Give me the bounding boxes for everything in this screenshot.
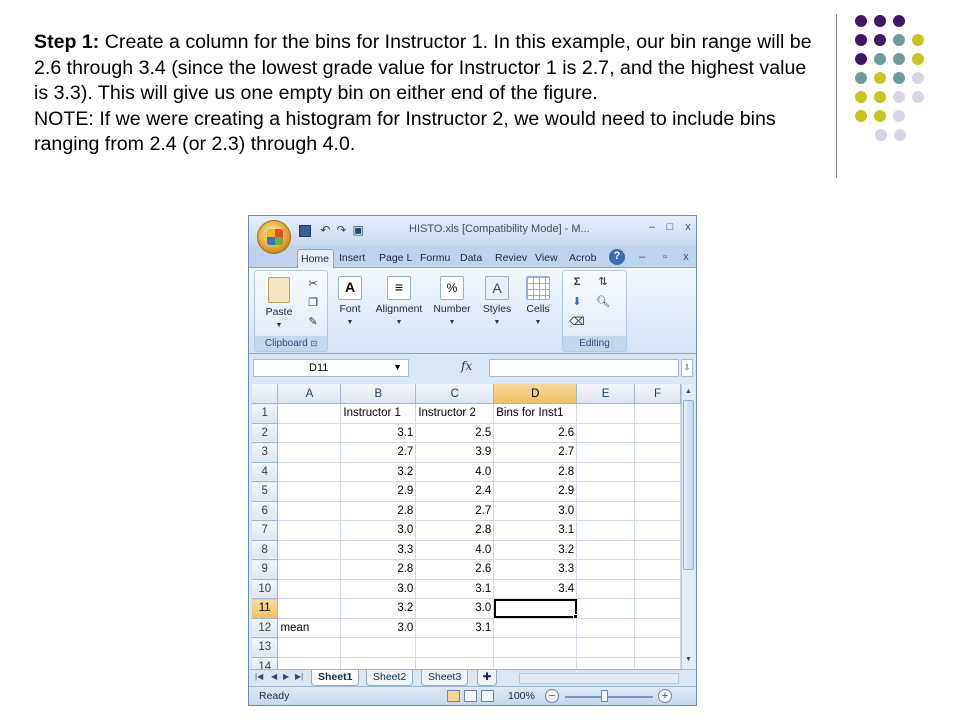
clear-icon[interactable]: ⌫ bbox=[569, 316, 585, 328]
open-folder-icon[interactable]: ▣ bbox=[352, 223, 370, 237]
zoom-out-icon[interactable]: − bbox=[545, 689, 559, 703]
column-header-a[interactable]: A bbox=[278, 384, 341, 404]
font-icon: A bbox=[338, 276, 362, 300]
name-box-dropdown-icon[interactable]: ▼ bbox=[393, 362, 402, 372]
alignment-button[interactable]: ≡ Alignment ▼ bbox=[373, 276, 425, 327]
zoom-level[interactable]: 100% bbox=[508, 690, 535, 702]
decor-dot-teal bbox=[893, 53, 905, 65]
insert-function-icon[interactable]: fx bbox=[461, 359, 473, 373]
cell-a14[interactable] bbox=[278, 657, 341, 669]
cell-a6[interactable] bbox=[278, 501, 341, 521]
table-row bbox=[252, 501, 681, 521]
cell-f12[interactable] bbox=[635, 618, 681, 638]
autosum-icon[interactable]: Σ bbox=[573, 276, 581, 288]
ribbon bbox=[249, 268, 696, 354]
cell-d3[interactable]: 2.7 bbox=[494, 443, 577, 463]
cell-c7[interactable]: 2.8 bbox=[416, 521, 494, 541]
decor-dot-purple bbox=[855, 34, 867, 46]
cell-b11[interactable]: 3.2 bbox=[341, 599, 416, 619]
office-logo-icon bbox=[267, 229, 283, 245]
table-row bbox=[252, 462, 681, 482]
cell-c13[interactable] bbox=[416, 638, 494, 658]
decor-dot-purple bbox=[855, 15, 867, 27]
cell-a3[interactable] bbox=[278, 443, 341, 463]
step-paragraph bbox=[34, 30, 824, 107]
table-row bbox=[252, 443, 681, 463]
cell-e8[interactable] bbox=[577, 540, 635, 560]
cell-e7[interactable] bbox=[577, 521, 635, 541]
cell-f11[interactable] bbox=[635, 599, 681, 619]
note-paragraph: NOTE: If we were creating a histogram for Instructor 2, we would need to include bins ranging from 2.4 (or 2.3) through 4.0. bbox=[34, 107, 776, 155]
editing-group-label: Editing bbox=[563, 336, 626, 351]
cell-e3[interactable] bbox=[577, 443, 635, 463]
cell-b12[interactable]: 3.0 bbox=[341, 618, 416, 638]
paste-label: Paste bbox=[265, 306, 293, 318]
cell-e10[interactable] bbox=[577, 579, 635, 599]
slide-text-block bbox=[34, 30, 824, 158]
styles-icon: A bbox=[485, 276, 509, 300]
restore-button[interactable]: □ bbox=[666, 221, 674, 233]
cell-d1[interactable]: Bins for Inst1 bbox=[494, 404, 577, 424]
close-button[interactable]: x bbox=[685, 221, 691, 233]
cell-e14[interactable] bbox=[577, 657, 635, 669]
editing-group bbox=[562, 270, 627, 352]
decor-dot-teal bbox=[893, 34, 905, 46]
cell-e5[interactable] bbox=[577, 482, 635, 502]
decor-dot-lime bbox=[912, 53, 924, 65]
cells-label: Cells bbox=[526, 303, 550, 315]
cell-e1[interactable] bbox=[577, 404, 635, 424]
styles-button[interactable]: A Styles ▼ bbox=[479, 276, 515, 327]
format-painter-icon[interactable]: ✎ bbox=[308, 316, 318, 328]
sheet-tab-2[interactable]: Sheet2 bbox=[366, 670, 413, 686]
cell-c10[interactable]: 3.1 bbox=[416, 579, 494, 599]
cell-a8[interactable] bbox=[278, 540, 341, 560]
number-label: Number bbox=[433, 303, 471, 315]
decor-dot-lime bbox=[855, 110, 867, 122]
clipboard-group bbox=[254, 270, 328, 352]
step-label: Step 1: bbox=[34, 31, 100, 53]
column-header-b[interactable]: B bbox=[341, 384, 416, 404]
clipboard-group-label bbox=[255, 336, 327, 351]
cell-c3[interactable]: 3.9 bbox=[416, 443, 494, 463]
office-button[interactable] bbox=[257, 220, 291, 254]
table-row bbox=[252, 638, 681, 658]
percent-icon: % bbox=[440, 276, 464, 300]
cell-c6[interactable]: 2.7 bbox=[416, 501, 494, 521]
cell-f2[interactable] bbox=[635, 423, 681, 443]
cell-d6[interactable]: 3.0 bbox=[494, 501, 577, 521]
vertical-scrollbar[interactable] bbox=[681, 384, 695, 669]
cell-f4[interactable] bbox=[635, 462, 681, 482]
decor-dot-lime bbox=[874, 110, 886, 122]
cell-b10[interactable]: 3.0 bbox=[341, 579, 416, 599]
decor-dot-purple bbox=[874, 34, 886, 46]
workbook-close-button[interactable]: x bbox=[683, 251, 689, 263]
cell-f9[interactable] bbox=[635, 560, 681, 580]
cell-c2[interactable]: 2.5 bbox=[416, 423, 494, 443]
decor-dot-teal bbox=[855, 72, 867, 84]
prev-sheet-icon[interactable]: ◀ bbox=[271, 672, 278, 681]
copy-icon[interactable]: ❐ bbox=[308, 297, 318, 309]
step-text: Create a column for the bins for Instructor 1. In this example, our bin range will be 2.6 through 3.4 (since the lowest grade value for Instructor 1 is 2.7, and the highest value is 3.3). This will give us one empty bin on either end of the figure. bbox=[34, 31, 812, 104]
redo-icon[interactable]: ↷ bbox=[336, 223, 353, 237]
normal-view-icon[interactable] bbox=[447, 690, 460, 702]
cell-f14[interactable] bbox=[635, 657, 681, 669]
row-header[interactable]: 14 bbox=[252, 657, 278, 669]
sort-filter-icon[interactable]: ⇅ bbox=[598, 276, 608, 288]
decor-dot-teal bbox=[893, 72, 905, 84]
sheet-tab-bar bbox=[249, 669, 696, 686]
tab-data[interactable]: Data bbox=[460, 252, 483, 264]
sheet-tab-1[interactable]: Sheet1 bbox=[311, 670, 359, 686]
expand-formula-bar-icon[interactable]: ⇩ bbox=[681, 359, 693, 377]
minimize-button[interactable]: – bbox=[648, 221, 656, 233]
tab-acrobat[interactable]: Acrob bbox=[569, 252, 597, 264]
decor-dot-lime bbox=[874, 91, 886, 103]
row-header[interactable]: 7 bbox=[252, 521, 278, 541]
table-row bbox=[252, 423, 681, 443]
cell-c14[interactable] bbox=[416, 657, 494, 669]
decor-dot-lime bbox=[855, 91, 867, 103]
quick-access-toolbar bbox=[299, 223, 370, 237]
decor-dot-purple bbox=[893, 15, 905, 27]
select-all-corner[interactable] bbox=[252, 384, 278, 404]
cell-a7[interactable] bbox=[278, 521, 341, 541]
cell-a4[interactable] bbox=[278, 462, 341, 482]
cell-a9[interactable] bbox=[278, 560, 341, 580]
cell-c4[interactable]: 4.0 bbox=[416, 462, 494, 482]
status-text: Ready bbox=[259, 690, 290, 702]
page-break-view-icon[interactable] bbox=[481, 690, 494, 702]
formula-bar bbox=[249, 354, 696, 382]
cell-d5[interactable]: 2.9 bbox=[494, 482, 577, 502]
tab-page-layout[interactable]: Page L bbox=[379, 252, 413, 264]
cell-e4[interactable] bbox=[577, 462, 635, 482]
cell-e12[interactable] bbox=[577, 618, 635, 638]
column-header-d[interactable]: D bbox=[494, 384, 577, 404]
scroll-up-icon[interactable]: ▲ bbox=[685, 388, 692, 395]
table-row bbox=[252, 404, 681, 424]
scroll-down-icon[interactable]: ▼ bbox=[685, 656, 692, 663]
column-header-row bbox=[252, 384, 681, 404]
row-header[interactable]: 5 bbox=[252, 482, 278, 502]
title-bar bbox=[249, 216, 696, 246]
row-header[interactable]: 4 bbox=[252, 462, 278, 482]
paste-button[interactable]: Paste ▼ bbox=[259, 277, 299, 330]
cells-icon bbox=[526, 276, 550, 300]
table-row bbox=[252, 599, 681, 619]
decor-dot-teal bbox=[874, 53, 886, 65]
sheet-tab-3[interactable]: Sheet3 bbox=[421, 670, 468, 686]
column-header-c[interactable]: C bbox=[416, 384, 494, 404]
page-layout-view-icon[interactable] bbox=[464, 690, 477, 702]
cell-a5[interactable] bbox=[278, 482, 341, 502]
cell-d13[interactable] bbox=[494, 638, 577, 658]
decor-divider-line bbox=[836, 14, 837, 178]
decor-dot-lavender bbox=[894, 129, 906, 141]
table-row bbox=[252, 579, 681, 599]
find-select-icon[interactable]: 🔍︎ bbox=[596, 296, 610, 308]
cell-f13[interactable] bbox=[635, 638, 681, 658]
vertical-scroll-thumb[interactable] bbox=[683, 400, 694, 570]
cell-d2[interactable]: 2.6 bbox=[494, 423, 577, 443]
cell-f5[interactable] bbox=[635, 482, 681, 502]
insert-sheet-icon[interactable]: ✚ bbox=[477, 670, 497, 686]
table-row bbox=[252, 560, 681, 580]
cell-a13[interactable] bbox=[278, 638, 341, 658]
row-header[interactable]: 2 bbox=[252, 423, 278, 443]
spreadsheet-grid bbox=[252, 384, 681, 669]
cell-d10[interactable]: 3.4 bbox=[494, 579, 577, 599]
zoom-in-icon[interactable]: + bbox=[658, 689, 672, 703]
cell-b14[interactable] bbox=[341, 657, 416, 669]
cell-b5[interactable]: 2.9 bbox=[341, 482, 416, 502]
cell-e6[interactable] bbox=[577, 501, 635, 521]
cell-a10[interactable] bbox=[278, 579, 341, 599]
window-title: HISTO.xls [Compatibility Mode] - M... bbox=[409, 223, 590, 235]
font-button[interactable]: A Font ▼ bbox=[333, 276, 367, 327]
cell-b2[interactable]: 3.1 bbox=[341, 423, 416, 443]
cell-e2[interactable] bbox=[577, 423, 635, 443]
column-header-f[interactable]: F bbox=[635, 384, 681, 404]
cell-f7[interactable] bbox=[635, 521, 681, 541]
ribbon-tabs bbox=[249, 246, 696, 268]
undo-icon[interactable]: ↶ bbox=[320, 223, 337, 237]
cell-b6[interactable]: 2.8 bbox=[341, 501, 416, 521]
decor-dot-lavender bbox=[912, 91, 924, 103]
formula-input[interactable] bbox=[489, 359, 679, 377]
zoom-slider-track[interactable] bbox=[565, 696, 653, 698]
row-header[interactable]: 1 bbox=[252, 404, 278, 424]
cell-d7[interactable]: 3.1 bbox=[494, 521, 577, 541]
decor-dot-lavender bbox=[875, 129, 887, 141]
table-row bbox=[252, 657, 681, 669]
workbook-minimize-button[interactable]: – bbox=[638, 251, 646, 263]
cell-d12[interactable] bbox=[494, 618, 577, 638]
cell-c9[interactable]: 2.6 bbox=[416, 560, 494, 580]
tab-home[interactable]: Home bbox=[297, 249, 334, 268]
row-header[interactable]: 6 bbox=[252, 501, 278, 521]
cell-d11[interactable] bbox=[494, 599, 577, 619]
cell-b9[interactable]: 2.8 bbox=[341, 560, 416, 580]
cell-e9[interactable] bbox=[577, 560, 635, 580]
row-header[interactable]: 8 bbox=[252, 540, 278, 560]
cell-a2[interactable] bbox=[278, 423, 341, 443]
row-header[interactable]: 10 bbox=[252, 579, 278, 599]
spreadsheet-table bbox=[252, 384, 681, 669]
last-sheet-icon[interactable]: ▶| bbox=[295, 672, 304, 681]
table-row bbox=[252, 540, 681, 560]
help-icon[interactable]: ? bbox=[609, 249, 625, 265]
name-box-value: D11 bbox=[309, 362, 329, 374]
cell-b3[interactable]: 2.7 bbox=[341, 443, 416, 463]
alignment-icon: ≡ bbox=[387, 276, 411, 300]
cell-d8[interactable]: 3.2 bbox=[494, 540, 577, 560]
cell-b4[interactable]: 3.2 bbox=[341, 462, 416, 482]
cell-b7[interactable]: 3.0 bbox=[341, 521, 416, 541]
fill-icon[interactable]: ⬇ bbox=[572, 296, 582, 308]
table-row bbox=[252, 482, 681, 502]
cell-f3[interactable] bbox=[635, 443, 681, 463]
row-header[interactable]: 9 bbox=[252, 560, 278, 580]
row-header[interactable]: 11 bbox=[252, 599, 278, 619]
zoom-slider-thumb[interactable] bbox=[601, 690, 608, 702]
decor-dot-lavender bbox=[912, 72, 924, 84]
cell-c1[interactable]: Instructor 2 bbox=[416, 404, 494, 424]
font-label: Font bbox=[339, 303, 361, 315]
fill-handle[interactable] bbox=[573, 614, 578, 619]
dialog-launcher-icon[interactable]: ⊡ bbox=[310, 339, 318, 348]
alignment-label: Alignment bbox=[375, 303, 423, 315]
name-box[interactable] bbox=[253, 359, 409, 377]
cell-e13[interactable] bbox=[577, 638, 635, 658]
table-row bbox=[252, 521, 681, 541]
cell-b1[interactable]: Instructor 1 bbox=[341, 404, 416, 424]
cell-b13[interactable] bbox=[341, 638, 416, 658]
tab-review[interactable]: Reviev bbox=[495, 252, 528, 264]
status-bar bbox=[249, 686, 696, 705]
cell-e11[interactable] bbox=[577, 599, 635, 619]
decor-dot-purple bbox=[855, 53, 867, 65]
cell-d14[interactable] bbox=[494, 657, 577, 669]
row-header[interactable]: 12 bbox=[252, 618, 278, 638]
table-row bbox=[252, 618, 681, 638]
row-header[interactable]: 13 bbox=[252, 638, 278, 658]
next-sheet-icon[interactable]: ▶ bbox=[283, 672, 290, 681]
horizontal-scrollbar[interactable] bbox=[519, 673, 679, 684]
cells-button[interactable]: Cells ▼ bbox=[521, 276, 555, 327]
row-header[interactable]: 3 bbox=[252, 443, 278, 463]
paste-icon bbox=[268, 277, 290, 303]
cell-a11[interactable] bbox=[278, 599, 341, 619]
cell-f6[interactable] bbox=[635, 501, 681, 521]
cut-icon[interactable]: ✂ bbox=[308, 278, 318, 290]
first-sheet-icon[interactable]: |◀ bbox=[255, 672, 264, 681]
tab-insert[interactable]: Insert bbox=[339, 252, 366, 264]
cell-a12[interactable]: mean bbox=[278, 618, 341, 638]
styles-label: Styles bbox=[482, 303, 512, 315]
decor-dot-lime bbox=[874, 72, 886, 84]
cell-a1[interactable] bbox=[278, 404, 341, 424]
decor-dot-lavender bbox=[893, 110, 905, 122]
decor-dot-lime bbox=[912, 34, 924, 46]
excel-window bbox=[248, 215, 697, 706]
cell-c11[interactable]: 3.0 bbox=[416, 599, 494, 619]
column-header-e[interactable]: E bbox=[577, 384, 635, 404]
cell-f1[interactable] bbox=[635, 404, 681, 424]
decor-dot-purple bbox=[874, 15, 886, 27]
cell-c12[interactable]: 3.1 bbox=[416, 618, 494, 638]
cell-c5[interactable]: 2.4 bbox=[416, 482, 494, 502]
clipboard-label: Clipboard bbox=[264, 338, 308, 349]
save-icon[interactable] bbox=[299, 225, 311, 237]
workbook-restore-button[interactable]: ▫ bbox=[663, 251, 667, 263]
cell-c8[interactable]: 4.0 bbox=[416, 540, 494, 560]
cell-f8[interactable] bbox=[635, 540, 681, 560]
number-button[interactable]: % Number ▼ bbox=[431, 276, 473, 327]
cell-d9[interactable]: 3.3 bbox=[494, 560, 577, 580]
cell-f10[interactable] bbox=[635, 579, 681, 599]
decor-dot-lavender bbox=[893, 91, 905, 103]
cell-b8[interactable]: 3.3 bbox=[341, 540, 416, 560]
tab-formulas[interactable]: Formu bbox=[420, 252, 451, 264]
cell-d4[interactable]: 2.8 bbox=[494, 462, 577, 482]
tab-view[interactable]: View bbox=[535, 252, 558, 264]
